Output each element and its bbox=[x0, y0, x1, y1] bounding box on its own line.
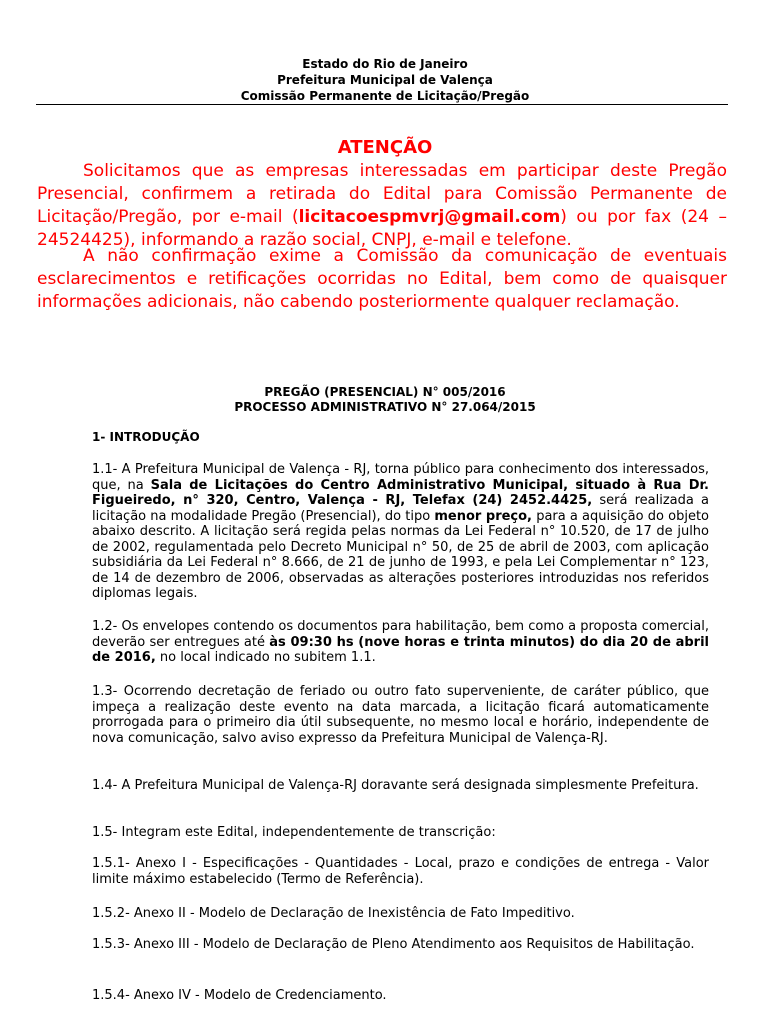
paragraph-1-3: 1.3- Ocorrendo decretação de feriado ou outro fato superveniente, de caráter público, que impeça a realização deste evento na data marcada, a licitação ficará automaticamente prorrogada para o primeiro dia útil subsequente, no mesmo local e horário, independente de nova comunicação, salvo aviso expresso da Prefeitura Municipal de Valença-RJ. bbox=[92, 684, 709, 746]
attention-text-b: ) ou por fax (24 – 24524425), informando a razão social, CNPJ, e-mail e telefone. bbox=[37, 207, 727, 250]
p11-text-e: para a aquisição do objeto abaixo descrito. A licitação será regida pelas normas da Lei Federal n° 10.520, de 17 de julho de 2002, regulamentada pelo Decreto Municipal n° 50, de 25 de abril de 2003, com aplicação subsidiária da Lei Federal n° 8.666, de 21 de junho de 1993, e pela Lei Complementar n° 123, de 14 de dezembro de 2006, observadas as alterações posteriores introduzidas nos referidos diplomas legais. bbox=[92, 508, 709, 601]
p11-text-a: 1.1- A Prefeitura Municipal de Valença - RJ, torna público para conhecimento dos interessados, que, na bbox=[92, 462, 709, 493]
attention-paragraph-2 bbox=[37, 245, 727, 314]
paragraph-1-1 bbox=[92, 462, 709, 602]
attention-title: ATENÇÃO bbox=[337, 137, 433, 158]
p11-type: menor preço, bbox=[434, 508, 533, 524]
process-title: PROCESSO ADMINISTRATIVO N° 27.064/2015 bbox=[234, 400, 536, 414]
header-state: Estado do Rio de Janeiro bbox=[302, 57, 468, 71]
header-commission: Comissão Permanente de Licitação/Pregão bbox=[240, 89, 530, 103]
attention-paragraph-1 bbox=[37, 160, 727, 252]
contact-email: licitacoespmvrj@gmail.com bbox=[298, 207, 561, 227]
p12-deadline: às 09:30 hs (nove horas e trinta minutos) do dia 20 de abril de 2016, bbox=[92, 634, 709, 665]
paragraph-1-5-2: 1.5.2- Anexo II - Modelo de Declaração de Inexistência de Fato Impeditivo. bbox=[92, 906, 575, 921]
section-heading-introduction: 1- INTRODUÇÃO bbox=[92, 430, 200, 444]
paragraph-1-4: 1.4- A Prefeitura Municipal de Valença-RJ doravante será designada simplesmente Prefeitura. bbox=[92, 778, 699, 793]
pregao-title: PREGÃO (PRESENCIAL) N° 005/2016 bbox=[264, 385, 506, 399]
attention-text-a: Solicitamos que as empresas interessadas em participar deste Pregão Presencial, confirmem a retirada do Edital para Comissão Permanente de Licitação/Pregão, por e-mail ( bbox=[37, 161, 727, 227]
attention-text-2: A não confirmação exime a Comissão da comunicação de eventuais esclarecimentos e retificações ocorridas no Edital, bem como de quaisquer informações adicionais, não cabendo posteriormente qualquer reclamação. bbox=[37, 246, 727, 312]
p12-text-c: no local indicado no subitem 1.1. bbox=[155, 650, 376, 665]
p11-text-c: será realizada a licitação na modalidade Pregão (Presencial), do tipo bbox=[92, 493, 710, 524]
header-prefecture: Prefeitura Municipal de Valença bbox=[277, 73, 493, 87]
p11-location: Sala de Licitações do Centro Administrativo Municipal, situado à Rua Dr. Figueiredo, n° 320, Centro, Valença - RJ, Telefax (24) 2452.4425, bbox=[92, 477, 709, 508]
header-divider bbox=[36, 104, 728, 105]
paragraph-1-2 bbox=[92, 619, 709, 666]
p12-text-a: 1.2- Os envelopes contendo os documentos para habilitação, bem como a proposta comercial, deverão ser entregues até bbox=[92, 619, 709, 650]
paragraph-1-5-1: 1.5.1- Anexo I - Especificações - Quantidades - Local, prazo e condições de entrega - Valor limite máximo estabelecido (Termo de Referência). bbox=[92, 856, 709, 887]
paragraph-1-5-4: 1.5.4- Anexo IV - Modelo de Credenciamento. bbox=[92, 988, 387, 1003]
paragraph-1-5: 1.5- Integram este Edital, independentemente de transcrição: bbox=[92, 825, 496, 840]
paragraph-1-5-3: 1.5.3- Anexo III - Modelo de Declaração de Pleno Atendimento aos Requisitos de Habilitação. bbox=[92, 937, 695, 952]
